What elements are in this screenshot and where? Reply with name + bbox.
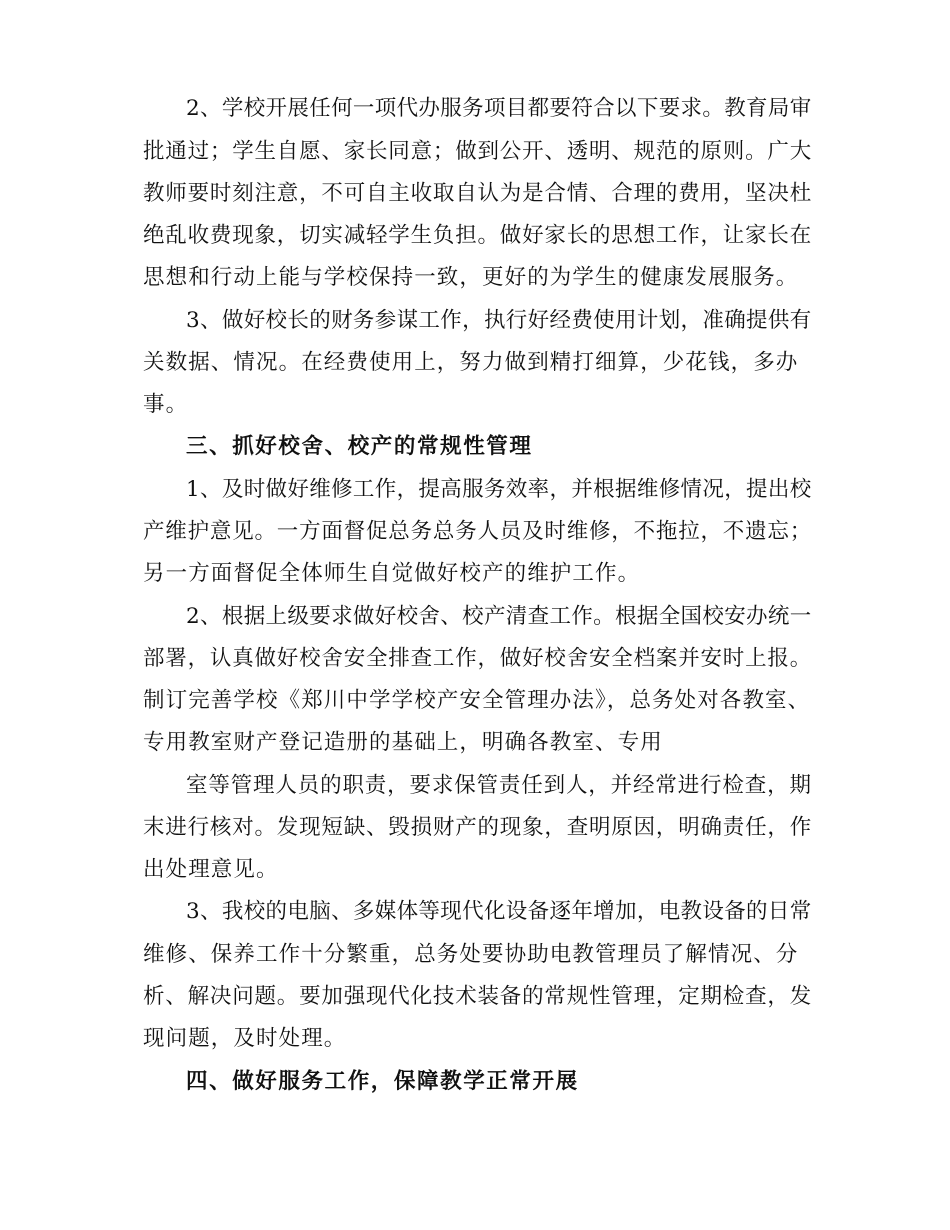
paragraph-line: 析、解决问题。要加强现代化技术装备的常规性管理，定期检查，发 <box>143 984 813 1009</box>
paragraph-line: 1、及时做好维修工作，提高服务效率，并根据维修情况，提出校 <box>186 477 812 502</box>
paragraph-line: 室等管理人员的职责，要求保管责任到人，并经常进行检查，期 <box>186 773 812 798</box>
paragraph-line: 末进行核对。发现短缺、毁损财产的现象，查明原因，明确责任，作 <box>143 815 813 840</box>
paragraph-line: 出处理意见。 <box>143 857 279 882</box>
paragraph-line: 制订完善学校《郑川中学学校产安全管理办法》，总务处对各教室、 <box>143 688 811 713</box>
paragraph-line: 3、我校的电脑、多媒体等现代化设备逐年增加，电教设备的日常 <box>186 899 812 924</box>
paragraph-line: 维修、保养工作十分繁重，总务处要协助电教管理员了解情况、分 <box>143 942 799 967</box>
section-heading: 四、做好服务工作，保障教学正常开展 <box>186 1069 579 1094</box>
paragraph-line: 教师要时刻注意，不可自主收取自认为是合情、合理的费用，坚决杜 <box>143 181 813 206</box>
paragraph-line: 2、学校开展任何一项代办服务项目都要符合以下要求。教育局审 <box>186 96 812 121</box>
paragraph-line: 部署，认真做好校舍安全排查工作，做好校舍安全档案并安时上报。 <box>143 646 813 671</box>
paragraph-line: 专用教室财产登记造册的基础上，明确各教室、专用 <box>143 730 663 755</box>
paragraph-line: 3、做好校长的财务参谋工作，执行好经费使用计划，准确提供有 <box>186 308 812 333</box>
paragraph-line: 思想和行动上能与学校保持一致，更好的为学生的健康发展服务。 <box>143 265 799 290</box>
paragraph-line: 2、根据上级要求做好校舍、校产清查工作。根据全国校安办统一 <box>186 604 812 629</box>
section-heading: 三、抓好校舍、校产的常规性管理 <box>186 434 533 459</box>
paragraph-line: 关数据、情况。在经费使用上，努力做到精打细算，少花钱，多办 <box>143 350 799 375</box>
paragraph-line: 绝乱收费现象，切实减轻学生负担。做好家长的思想工作，让家长在 <box>143 223 813 248</box>
paragraph-line: 事。 <box>143 392 189 417</box>
paragraph-line: 另一方面督促全体师生自觉做好校产的维护工作。 <box>143 561 641 586</box>
paragraph-line: 现问题，及时处理。 <box>143 1026 347 1051</box>
paragraph-line: 产维护意见。一方面督促总务总务人员及时维修，不拖拉，不遗忘； <box>143 519 813 544</box>
paragraph-line: 批通过；学生自愿、家长同意；做到公开、透明、规范的原则。广大 <box>143 139 813 164</box>
